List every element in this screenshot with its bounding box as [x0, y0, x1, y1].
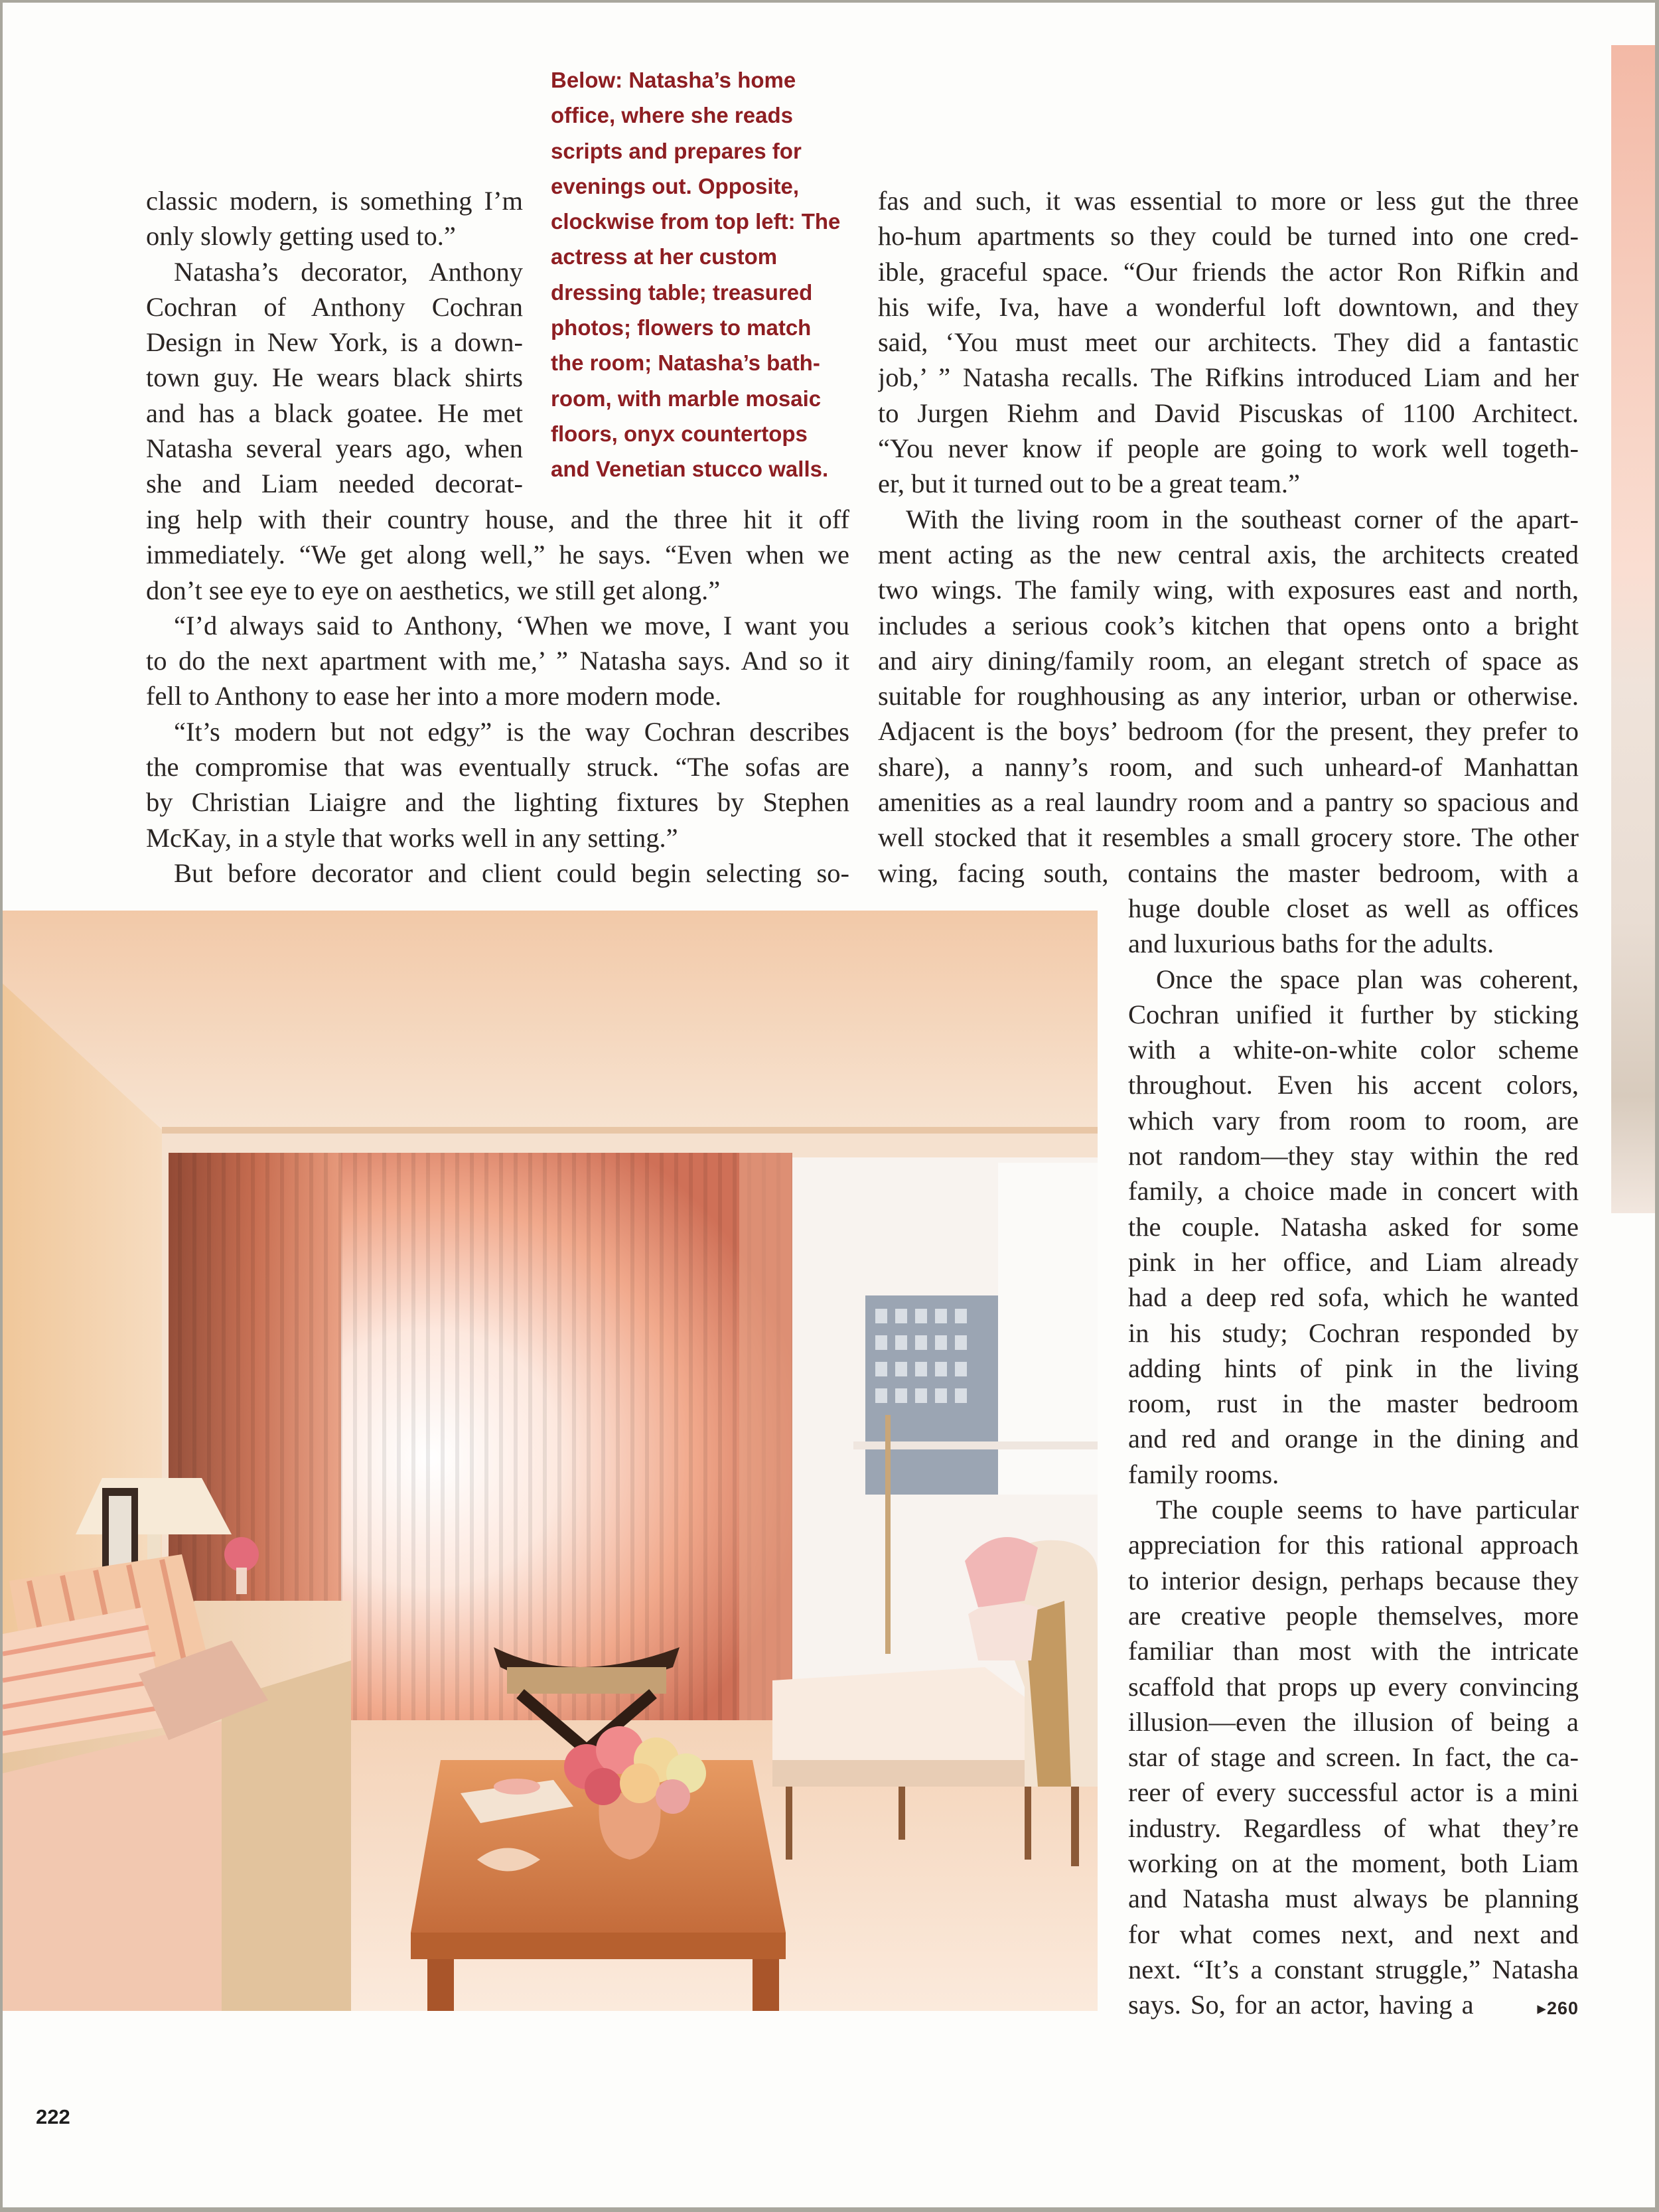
body-line-last [1128, 1987, 1579, 2022]
body-line: for what comes next, and next and [1128, 1919, 1579, 1949]
body-line: well stocked that it resembles a small grocery store. The other [878, 822, 1579, 853]
body-line: working on at the moment, both Liam [1128, 1848, 1579, 1879]
body-line: by Christian Liaigre and the lighting fixtures by Stephen [146, 787, 849, 818]
body-line: reer of every successful actor is a mini [1128, 1777, 1579, 1808]
body-line: But before decorator and client could begin selecting so- [174, 857, 849, 888]
body-line: “You never know if people are going to work well togeth- [878, 433, 1579, 464]
body-line: Adjacent is the boys’ bedroom (for the present, they prefer to [878, 716, 1579, 747]
body-line: are creative people themselves, more [1128, 1600, 1579, 1631]
body-line: job,’ ” Natasha recalls. The Rifkins introduced Liam and her [878, 362, 1579, 393]
body-line: throughout. Even his accent colors, [1128, 1070, 1579, 1100]
narrow-column [1128, 891, 1579, 2023]
body-line: his wife, Iva, have a wonderful loft downtown, and they [878, 291, 1579, 322]
body-line: ing help with their country house, and the three hit it off [146, 504, 849, 534]
left-column-top [146, 183, 523, 502]
home-office-photo [3, 911, 1098, 2011]
body-line: With the living room in the southeast corner of the apart- [906, 504, 1579, 534]
body-line: family, a choice made in concert with [1128, 1176, 1579, 1207]
body-line: huge double closet as well as offices [1128, 893, 1579, 923]
body-line: McKay, in a style that works well in any setting.” [146, 822, 678, 853]
body-line: star of stage and screen. In fact, the ca- [1128, 1742, 1579, 1773]
caption-line: room, with marble mosaic [551, 386, 822, 411]
body-line: two wings. The family wing, with exposures east and north, [878, 575, 1579, 605]
body-line: Cochran of Anthony Cochran [146, 291, 523, 322]
body-line: The couple seems to have particular [1156, 1495, 1579, 1525]
caption-line: actress at her custom [551, 244, 778, 269]
body-line: Natasha’s decorator, Anthony [174, 256, 523, 287]
body-line: don’t see eye to eye on aesthetics, we still get along.” [146, 575, 721, 605]
body-line: she and Liam needed decorat- [146, 469, 523, 499]
photo-caption [551, 62, 856, 487]
body-line: ho-hum apartments so they could be turned into one cred- [878, 221, 1579, 252]
body-line: and has a black goatee. He met [146, 398, 523, 428]
body-line: and red and orange in the dining and [1128, 1424, 1579, 1454]
body-line: Design in New York, is a down- [146, 327, 523, 358]
caption-line: scripts and prepares for [551, 138, 802, 163]
body-line: immediately. “We get along well,” he says. “Even when we [146, 540, 849, 570]
caption-line: evenings out. Opposite, [551, 173, 800, 198]
caption-line: clockwise from top left: The [551, 209, 841, 234]
continued-on-page-marker[interactable]: ▸260 [1537, 1998, 1579, 2019]
body-line: fell to Anthony to ease her into a more modern mode. [146, 681, 722, 711]
body-line: share), a nanny’s room, and such unheard-of Manhattan [878, 751, 1579, 782]
body-line: suitable for roughhousing as any interior, urban or otherwise. [878, 681, 1579, 711]
caption-line: dressing table; treasured [551, 279, 813, 305]
body-line: to Jurgen Riehm and David Piscuskas of 1100 Architect. [878, 398, 1579, 428]
body-line: classic modern, is something I’m [146, 186, 523, 216]
body-line: the couple. Natasha asked for some [1128, 1211, 1579, 1242]
body-line: scaffold that props up every convincing [1128, 1671, 1579, 1702]
left-column-bottom [146, 502, 849, 891]
body-line: to do the next apartment with me,’ ” Natasha says. And so it [146, 646, 849, 676]
caption-line: and Venetian stucco walls. [551, 457, 829, 482]
body-line: town guy. He wears black shirts [146, 362, 523, 393]
body-line: ible, graceful space. “Our friends the actor Ron Rifkin and [878, 256, 1579, 287]
caption-line: office, where she reads [551, 103, 793, 128]
caption-line: the room; Natasha’s bath- [551, 350, 820, 376]
caption-line: floors, onyx countertops [551, 421, 808, 446]
body-line: illusion—even the illusion of being a [1128, 1706, 1579, 1737]
body-line: says. So, for an actor, having a [1128, 1990, 1474, 2020]
caption-line: Below: Natasha’s home [551, 68, 796, 92]
body-line: said, ‘You must meet our architects. They did a fantastic [878, 327, 1579, 358]
body-line: pink in her office, and Liam already [1128, 1246, 1579, 1277]
right-column [878, 183, 1579, 891]
body-line: Cochran unified it further by sticking [1128, 999, 1579, 1029]
body-line: and Natasha must always be planning [1128, 1883, 1579, 1914]
body-line: the compromise that was eventually struck. “The sofas are [146, 752, 849, 782]
body-line: er, but it turned out to be a great team.” [878, 469, 1301, 499]
body-line: adding hints of pink in the living [1128, 1353, 1579, 1383]
page-number: 222 [36, 2105, 70, 2128]
body-line: only slowly getting used to.” [146, 221, 456, 252]
caption-line: photos; flowers to match [551, 315, 812, 340]
body-line: had a deep red sofa, which he wanted [1128, 1282, 1579, 1313]
body-line: familiar than most with the intricate [1128, 1636, 1579, 1666]
body-line: appreciation for this rational approach [1128, 1530, 1579, 1560]
body-line: industry. Regardless of what they’re [1128, 1812, 1579, 1843]
body-line: to interior design, perhaps because they [1128, 1565, 1579, 1595]
body-line: family rooms. [1128, 1459, 1279, 1489]
body-line: with a white-on-white color scheme [1128, 1035, 1579, 1065]
body-line: and luxurious baths for the adults. [1128, 928, 1494, 959]
body-line: includes a serious cook’s kitchen that opens onto a bright [878, 610, 1579, 640]
body-line: next. “It’s a constant struggle,” Natasha [1128, 1954, 1579, 1984]
body-line: Once the space plan was coherent, [1156, 964, 1579, 994]
body-line: “It’s modern but not edgy” is the way Cochran describes [174, 716, 849, 747]
magazine-page [3, 3, 1655, 2207]
body-line: not random—they stay within the red [1128, 1141, 1579, 1171]
body-line: Natasha several years ago, when [146, 433, 523, 464]
body-line: “I’d always said to Anthony, ‘When we move, I want you [174, 610, 849, 640]
body-line: amenities as a real laundry room and a pantry so spacious and [878, 787, 1579, 818]
body-line: wing, facing south, contains the master bedroom, with a [878, 857, 1579, 888]
adjacent-page-edge [1611, 45, 1655, 1213]
body-line: which vary from room to room, are [1128, 1105, 1579, 1136]
body-line: and airy dining/family room, an elegant stretch of space as [878, 645, 1579, 676]
body-line: in his study; Cochran responded by [1128, 1317, 1579, 1348]
body-line: fas and such, it was essential to more or less gut the three [878, 186, 1579, 216]
body-line: room, rust in the master bedroom [1128, 1388, 1579, 1419]
body-line: ment acting as the new central axis, the architects created [878, 539, 1579, 569]
